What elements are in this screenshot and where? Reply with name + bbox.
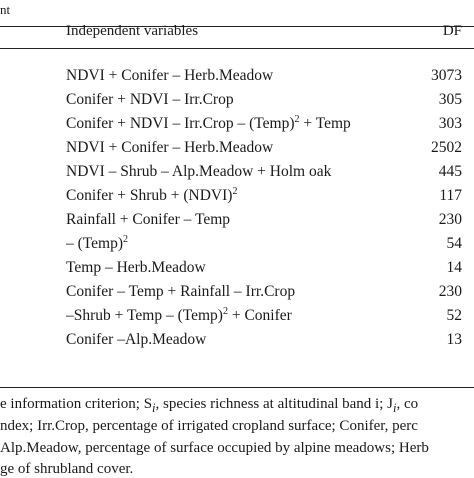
cell-df: 230 (438, 211, 462, 228)
cell-df: 445 (438, 163, 462, 180)
header-df: DF (442, 23, 462, 39)
footnote-line: Alp.Meadow, percentage of surface occupied by alpine meadows; Herb (0, 440, 429, 456)
cell-df: 52 (446, 307, 462, 324)
table-row (0, 139, 474, 163)
cell-df: 230 (438, 283, 462, 300)
cell-independent-variables: Temp – Herb.Meadow (66, 259, 206, 276)
header-independent-variables: Independent variables (66, 23, 199, 39)
cell-df: 303 (438, 115, 462, 132)
table-row (0, 67, 474, 91)
caption-fragment: nt (0, 2, 11, 17)
table-row (0, 259, 474, 283)
table-row (0, 235, 474, 259)
cell-df: 3073 (431, 67, 462, 84)
table-row (0, 187, 474, 211)
cell-df: 117 (439, 187, 462, 204)
cell-independent-variables: –Shrub + Temp – (Temp)$^2$ + Conifer (66, 305, 292, 324)
table-row (0, 307, 474, 331)
cell-df: 13 (446, 331, 462, 348)
footnote-line: ge of shrubland cover. (0, 461, 134, 477)
cell-independent-variables: NDVI + Conifer – Herb.Meadow (66, 139, 274, 156)
cell-independent-variables: Conifer –Alp.Meadow (66, 331, 207, 348)
cell-df: 2502 (431, 139, 462, 156)
footnote-line: ndex; Irr.Crop, percentage of irrigated cropland surface; Conifer, perc (0, 418, 418, 434)
cell-independent-variables: NDVI + Conifer – Herb.Meadow (66, 67, 274, 84)
footnote-line: e information criterion; $S_i$, species richness at altitudinal band i; $J_i$, co (0, 396, 419, 415)
cell-independent-variables: Conifer + NDVI – Irr.Crop (66, 91, 234, 108)
table-header-rule (0, 48, 474, 49)
table-row (0, 163, 474, 187)
table-row (0, 331, 474, 355)
cell-independent-variables: NDVI – Shrub – Alp.Meadow + Holm oak (66, 163, 332, 180)
cell-df: 14 (446, 259, 462, 276)
cell-independent-variables: Conifer + Shrub + (NDVI)$^2$ (66, 185, 238, 204)
cell-independent-variables: Conifer – Temp + Rainfall – Irr.Crop (66, 283, 296, 300)
table-row (0, 115, 474, 139)
cell-independent-variables: Conifer + NDVI – Irr.Crop – (Temp)$^2$ + Temp (66, 113, 351, 132)
cell-independent-variables: Rainfall + Conifer – Temp (66, 211, 231, 228)
cell-df: 54 (446, 235, 462, 252)
table-row (0, 91, 474, 115)
table-bottom-rule (0, 387, 474, 388)
cell-independent-variables: – (Temp)$^2$ (66, 233, 129, 252)
table-row (0, 283, 474, 307)
cell-df: 305 (438, 91, 462, 108)
table-row (0, 211, 474, 235)
